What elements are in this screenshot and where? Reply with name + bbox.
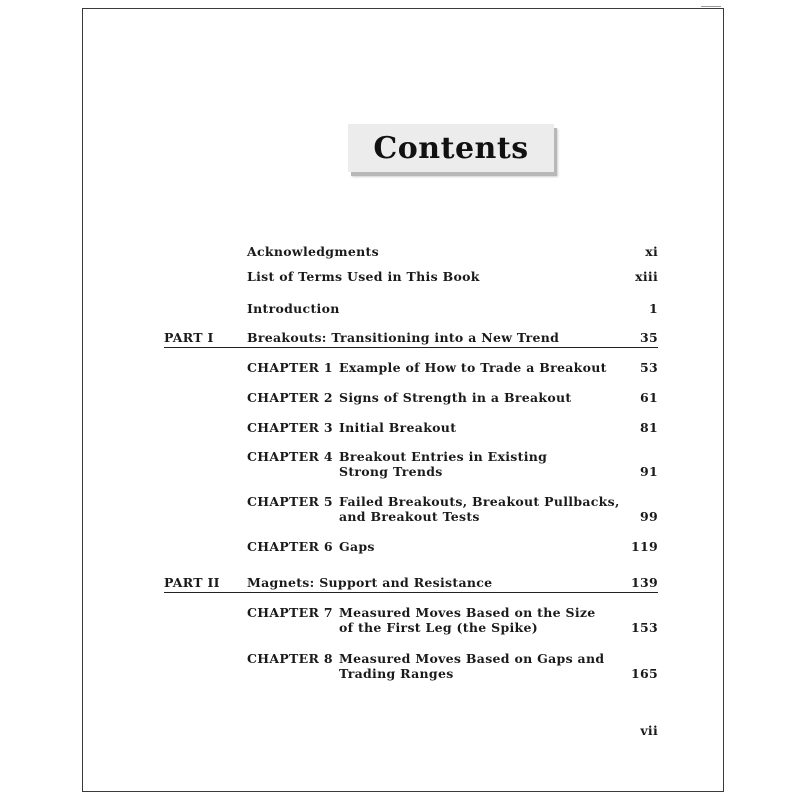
chapter-title-line-1: Measured Moves Based on Gaps and: [339, 651, 605, 666]
chapter-page: 165: [631, 666, 658, 681]
part-title: Breakouts: Transitioning into a New Trend: [247, 330, 560, 345]
chapter-page: 153: [631, 620, 658, 635]
toc-chapter-6[interactable]: [0, 539, 800, 555]
toc-part-1[interactable]: [0, 330, 800, 346]
chapter-label: CHAPTER 7: [247, 605, 333, 620]
page-title: Contents: [373, 130, 529, 166]
toc-entry-title: Acknowledgments: [247, 244, 379, 259]
chapter-label: CHAPTER 6: [247, 539, 333, 554]
chapter-title-line-2: Strong Trends: [339, 464, 443, 479]
chapter-page: 91: [640, 464, 658, 479]
chapter-title-line-1: Breakout Entries in Existing: [339, 449, 548, 464]
chapter-page: 53: [640, 360, 658, 375]
toc-entry-page: xiii: [635, 269, 658, 284]
toc-entry-page: xi: [645, 244, 658, 259]
toc-chapter-8[interactable]: [0, 651, 800, 683]
chapter-title: Example of How to Trade a Breakout: [339, 360, 607, 375]
chapter-page: 99: [640, 509, 658, 524]
toc-part-2[interactable]: [0, 575, 800, 591]
toc-chapter-7[interactable]: [0, 605, 800, 637]
chapter-title-line-2: of the First Leg (the Spike): [339, 620, 538, 635]
part-label: PART I: [164, 330, 214, 345]
chapter-label: CHAPTER 4: [247, 449, 333, 464]
part-label: PART II: [164, 575, 220, 590]
toc-entry-page: 1: [649, 301, 658, 316]
page-corner-mark: [701, 6, 721, 13]
toc-chapter-1[interactable]: [0, 360, 800, 376]
chapter-label: CHAPTER 2: [247, 390, 333, 405]
chapter-title-line-1: Failed Breakouts, Breakout Pullbacks,: [339, 494, 620, 509]
part-title: Magnets: Support and Resistance: [247, 575, 493, 590]
chapter-page: 81: [640, 420, 658, 435]
part-divider: [164, 592, 658, 593]
chapter-title-line-2: and Breakout Tests: [339, 509, 480, 524]
chapter-title: Initial Breakout: [339, 420, 457, 435]
toc-chapter-5[interactable]: [0, 494, 800, 526]
chapter-label: CHAPTER 1: [247, 360, 333, 375]
chapter-page: 119: [631, 539, 658, 554]
page-number: vii: [640, 723, 658, 738]
contents-heading-box: [348, 124, 554, 172]
toc-entry-introduction[interactable]: [0, 301, 800, 317]
chapter-title: Signs of Strength in a Breakout: [339, 390, 572, 405]
chapter-label: CHAPTER 3: [247, 420, 333, 435]
chapter-label: CHAPTER 8: [247, 651, 333, 666]
chapter-title-line-1: Measured Moves Based on the Size: [339, 605, 596, 620]
part-page: 35: [640, 330, 658, 345]
toc-entry-list-of-terms[interactable]: [0, 269, 800, 285]
toc-chapter-4[interactable]: [0, 449, 800, 481]
toc-entry-title: List of Terms Used in This Book: [247, 269, 480, 284]
toc-entry-title: Introduction: [247, 301, 340, 316]
toc-chapter-3[interactable]: [0, 420, 800, 436]
part-page: 139: [631, 575, 658, 590]
chapter-label: CHAPTER 5: [247, 494, 333, 509]
chapter-page: 61: [640, 390, 658, 405]
part-divider: [164, 347, 658, 348]
toc-entry-acknowledgments[interactable]: [0, 244, 800, 260]
chapter-title: Gaps: [339, 539, 375, 554]
chapter-title-line-2: Trading Ranges: [339, 666, 454, 681]
toc-chapter-2[interactable]: [0, 390, 800, 406]
